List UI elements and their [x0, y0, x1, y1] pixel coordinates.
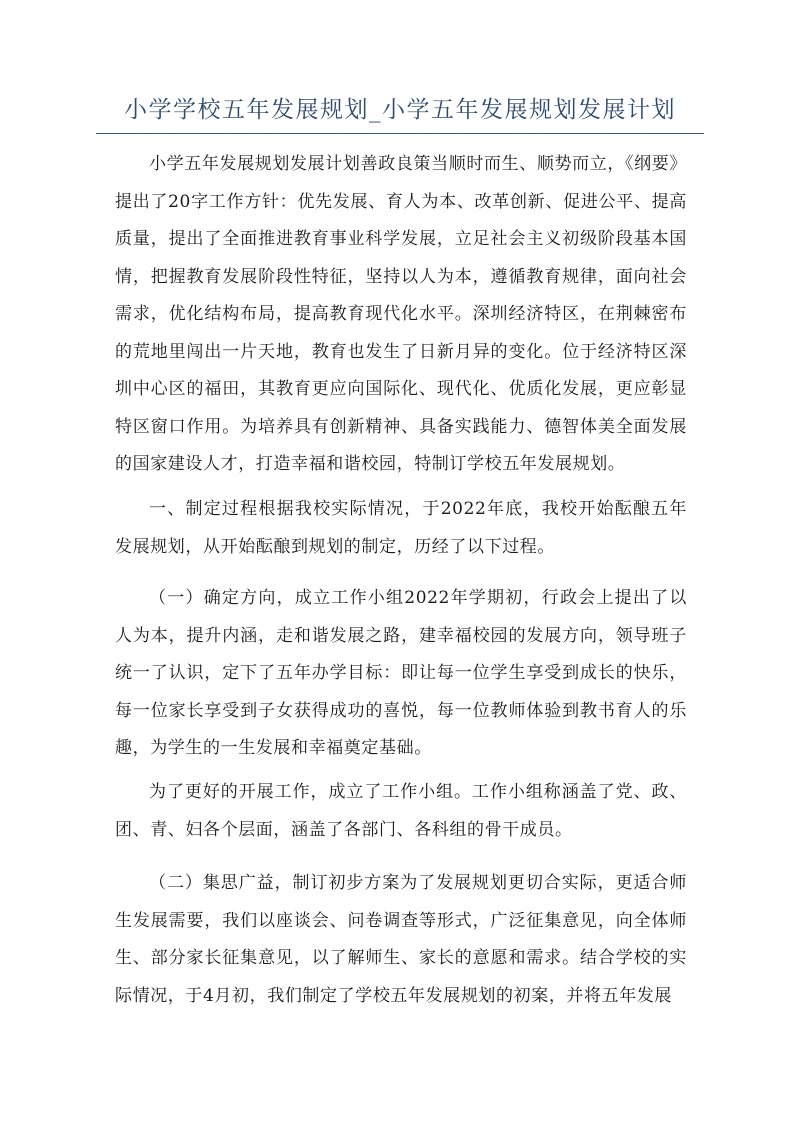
paragraph-subsection-two: （二）集思广益，制订初步方案为了发展规划更切合实际，更适合师生发展需要，我们以座谈会、问卷调查等形式，广泛征集意见，向全体师生、部分家长征集意见，以了解师生、家长的意愿和需求。结合学校的实际情况，于4月初，我们制定了学校五年发展规划的初案，并将五年发展	[115, 873, 687, 1006]
paragraph-section-one: 一、制定过程根据我校实际情况，于2022年底，我校开始酝酿五年发展规划，从开始酝酿到规划的制定，历经了以下过程。	[115, 499, 687, 557]
paragraph-intro: 小学五年发展规划发展计划善政良策当顺时而生、顺势而立，《纲要》提出了20字工作方针：优先发展、育人为本、改革创新、促进公平、提高质量，提出了全面推进教育事业科学发展，立足社会主义初级阶段基本国情，把握教育发展阶段性特征，坚持以人为本，遵循教育规律，面向社会需求，优化结构布局，提高教育现代化水平。深圳经济特区，在荆棘密布的荒地里闯出一片天地，教育也发生了日新月异的变化。位于经济特区深圳中心区的福田，其教育更应向国际化、现代化、优质化发展，更应彰显特区窗口作用。为培养具有创新精神、具备实践能力、德智体美全面发展的国家建设人才，打造幸福和谐校园，特制订学校五年发展规划。	[115, 154, 687, 474]
paragraph-working-group: 为了更好的开展工作，成立了工作小组。工作小组称涵盖了党、政、团、青、妇各个层面，涵盖了各部门、各科组的骨干成员。	[115, 782, 687, 840]
title-underline	[96, 133, 704, 134]
document-title: 小学学校五年发展规划_小学五年发展规划发展计划	[124, 97, 676, 123]
paragraph-subsection-one: （一）确定方向，成立工作小组2022年学期初，行政会上提出了以人为本，提升内涵，走和谐发展之路，建幸福校园的发展方向，领导班子统一了认识，定下了五年办学目标：即让每一位学生享受到成长的快乐，每一位家长享受到子女获得成功的喜悦，每一位教师体验到教书育人的乐趣，为学生的一生发展和幸福奠定基础。	[115, 588, 687, 758]
